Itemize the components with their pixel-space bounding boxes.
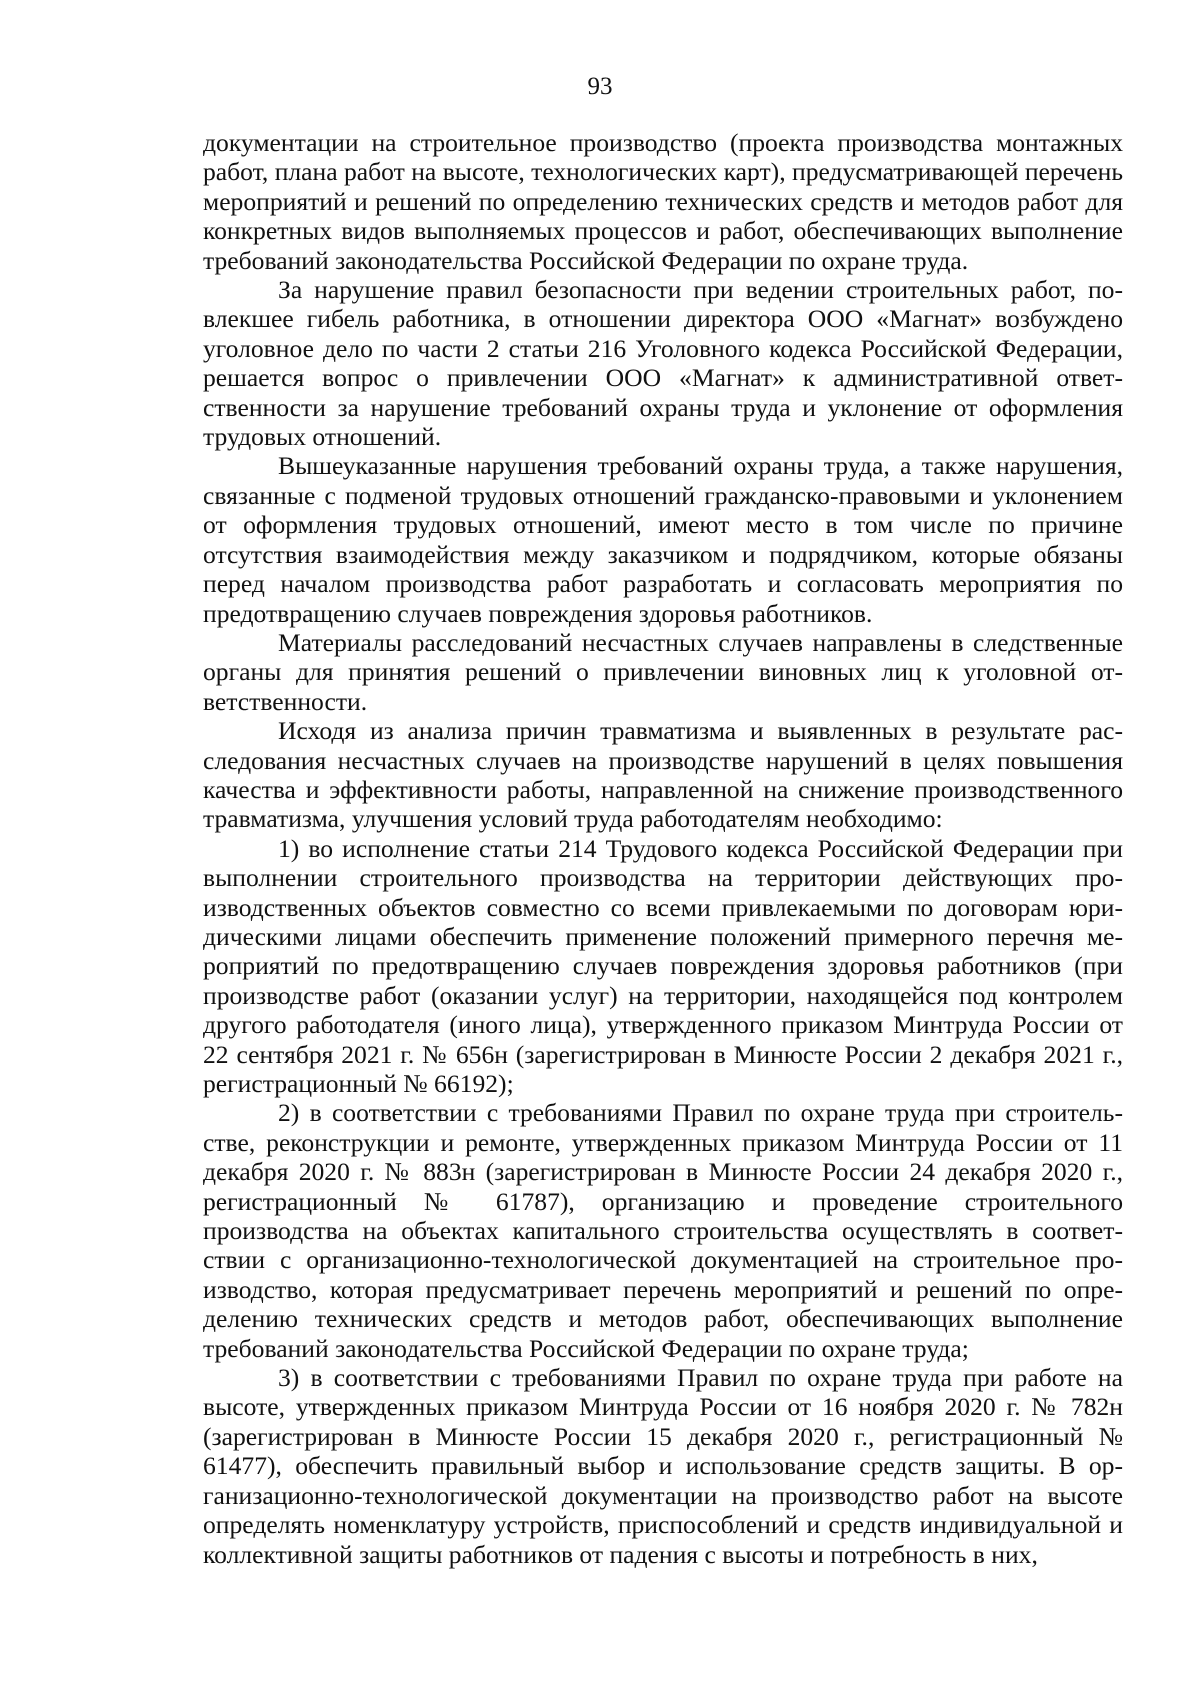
paragraph: За нарушение правил безопасности при ведении строительных работ, повлекшее гибель работника, в отношении директора ООО «Магнат» возбуждено уголовное дело по части 2 статьи 216 Уголовного кодекса Российской Федерации, решается вопрос о привлечении ООО «Магнат» к административной ответственности за нарушение требований охраны труда и уклонение от оформления трудовых отношений.: [203, 275, 1123, 452]
paragraph-continuation: документации на строительное производство (проекта производства монтажных работ, плана работ на высоте, технологических карт), предусматривающей перечень мероприятий и решений по определению технических средств и методов работ для конкретных видов выполняемых процессов и работ, обеспечивающих выполнение требований законодательства Российской Федерации по охране труда.: [203, 128, 1123, 275]
list-item: 1) во исполнение статьи 214 Трудового кодекса Российской Федерации при выполнении строительного производства на территории действующих производственных объектов совместно со всеми привлекаемыми по договорам юридическими лицами обеспечить применение положений примерного перечня мероприятий по предотвращению случаев повреждения здоровья работников (при производстве работ (оказании услуг) на территории, находящейся под контролем другого работодателя (иного лица), утвержденного приказом Минтруда России от 22 сентября 2021 г. № 656н (зарегистрирован в Минюсте России 2 декабря 2021 г., регистрационный № 66192);: [203, 833, 1123, 1098]
document-body: [203, 128, 1123, 1569]
paragraph: Вышеуказанные нарушения требований охраны труда, а также нарушения, связанные с подменой трудовых отношений гражданско-правовыми и уклонением от оформления трудовых отношений, имеют место в том числе по причине отсутствия взаимодействия между заказчиком и подрядчиком, которые обязаны перед началом производства работ разработать и согласовать мероприятия по предотвращению случаев повреждения здоровья работников.: [203, 451, 1123, 628]
list-item: 3) в соответствии с требованиями Правил по охране труда при работе на высоте, утвержденных приказом Минтруда России от 16 ноября 2020 г. № 782н (зарегистрирован в Минюсте России 15 декабря 2020 г., регистрационный № 61477), обеспечить правильный выбор и использование средств защиты. В организационно-технологической документации на производство работ на высоте определять номенклатуру устройств, приспособлений и средств индивидуальной и коллективной защиты работников от падения с высоты и потребность в них,: [203, 1363, 1123, 1569]
paragraph: Материалы расследований несчастных случаев направлены в следственные органы для принятия решений о привлечении виновных лиц к уголовной ответственности.: [203, 627, 1123, 716]
page-number: 93: [587, 73, 613, 100]
paragraph: Исходя из анализа причин травматизма и выявленных в результате расследования несчастных случаев на производстве нарушений в целях повышения качества и эффективности работы, направленной на снижение производственного травматизма, улучшения условий труда работодателям необходимо:: [203, 716, 1123, 834]
list-item: 2) в соответствии с требованиями Правил по охране труда при строительстве, реконструкции и ремонте, утвержденных приказом Минтруда России от 11 декабря 2020 г. № 883н (зарегистрирован в Минюсте России 24 декабря 2020 г., регистрационный № 61787), организацию и проведение строительного производства на объектах капитального строительства осуществлять в соответствии с организационно-технологической документацией на строительное производство, которая предусматривает перечень мероприятий и решений по определению технических средств и методов работ, обеспечивающих выполнение требований законодательства Российской Федерации по охране труда;: [203, 1098, 1123, 1363]
